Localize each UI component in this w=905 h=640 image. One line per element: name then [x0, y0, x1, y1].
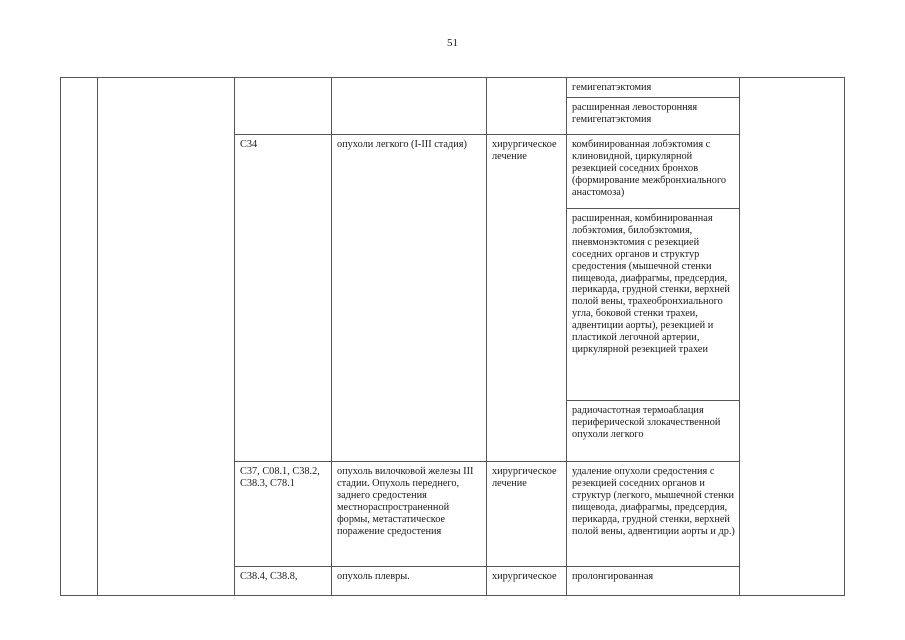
cell-diagnosis: опухоль плевры.	[332, 567, 487, 596]
cell-diagnosis	[332, 78, 487, 135]
cell-cost	[740, 78, 845, 596]
medical-care-table	[60, 77, 845, 596]
cell-code: С34	[235, 135, 332, 462]
table-row	[61, 78, 845, 98]
cell-method: расширенная левосторонняя гемигепатэктомия	[567, 98, 740, 135]
cell-method: комбинированная лобэктомия с клиновидной, циркулярной резекцией соседних бронхов (формирование межбронхиального анастомоза)	[567, 135, 740, 209]
cell-diagnosis: опухоли легкого (I-III стадия)	[332, 135, 487, 462]
cell-code	[235, 78, 332, 135]
cell-group	[98, 78, 235, 596]
page-number: 51	[447, 37, 458, 49]
cell-code: С38.4, С38.8,	[235, 567, 332, 596]
cell-treatment: хирургическое лечение	[487, 135, 567, 462]
cell-method: радиочастотная термоаблация периферической злокачественной опухоли легкого	[567, 401, 740, 462]
cell-treatment: хирургическое лечение	[487, 462, 567, 567]
cell-treatment: хирургическое	[487, 567, 567, 596]
cell-method: гемигепатэктомия	[567, 78, 740, 98]
cell-index	[61, 78, 98, 596]
cell-diagnosis: опухоль вилочковой железы III стадии. Опухоль переднего, заднего средостения местнораспространенной формы, метастатическое поражение средостения	[332, 462, 487, 567]
cell-treatment	[487, 78, 567, 135]
cell-method: удаление опухоли средостения с резекцией соседних органов и структур (легкого, мышечной стенки пищевода, диафрагмы, предсердия, перикарда, грудной стенки, верхней полой вены, адвентиции аорты и др.)	[567, 462, 740, 567]
cell-code: С37, С08.1, С38.2, С38.3, С78.1	[235, 462, 332, 567]
cell-method: расширенная, комбинированная лобэктомия, билобэктомия, пневмонэктомия с резекцией соседних органов и структур средостения (мышечной стенки пищевода, диафрагмы, предсердия, перикарда, грудной стенки, верхней полой вены, трахеобронхиального угла, боковой стенки трахеи, адвентиции аорты), резекцией и пластикой легочной артерии, циркулярной резекцией трахеи	[567, 209, 740, 401]
cell-method: пролонгированная	[567, 567, 740, 596]
